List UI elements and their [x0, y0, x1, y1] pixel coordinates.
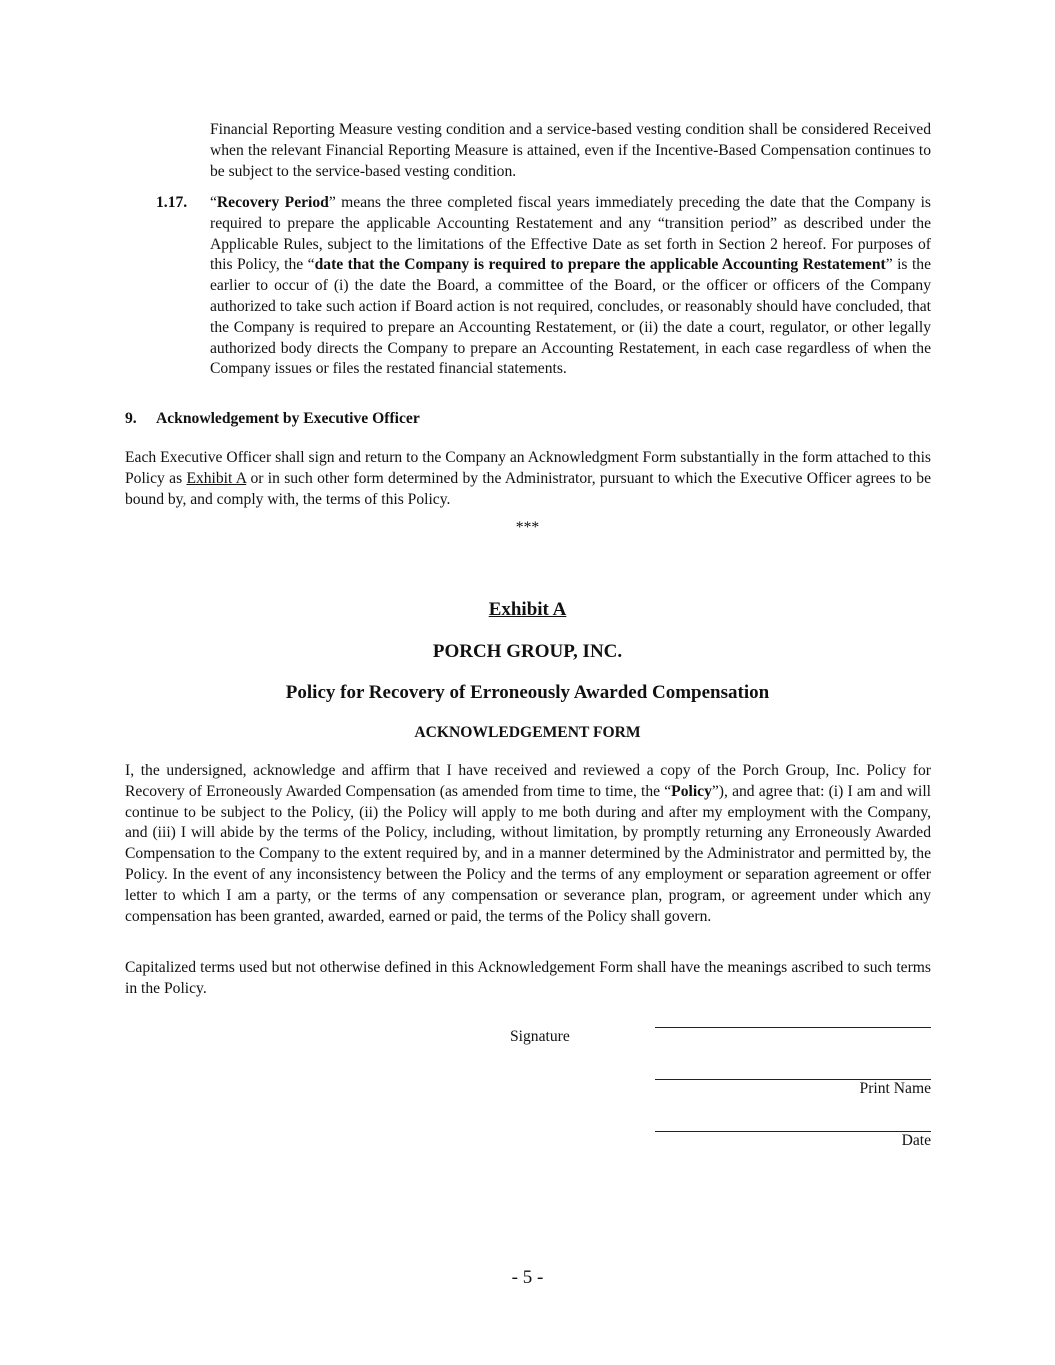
- section-9-number: 9.: [125, 410, 137, 427]
- page-number: - 5 -: [511, 1267, 544, 1288]
- definition-text-part-2: ” is the earlier to occur of (i) the date the Board, a committee of the Board, or the officer or officers of the Company authorized to take such action if Board action is not required, concludes, or reasonably should have concluded, that the Company is required to prepare an Accounting Restatement, or (ii) the date a court, regulator, or other legally authorized body directs the Company to prepare an Accounting Restatement, in each case regardless of when the Company issues or files the restated financial statements.: [210, 256, 932, 378]
- signature-line[interactable]: [655, 1027, 931, 1028]
- capitalized-terms-paragraph: Capitalized terms used but not otherwise defined in this Acknowledgement Form shall have the meanings ascribed to such terms in the Policy.: [125, 959, 931, 997]
- definition-open-quote: “: [210, 194, 217, 211]
- section-9-heading: [125, 409, 420, 430]
- acknowledgement-text-part-1: I, the undersigned, acknowledge and affirm that I have received and reviewed a copy of the Porch Group, Inc. Policy for Recovery of Erroneously Awarded Compensation (as amended from time to time, the “: [125, 762, 931, 800]
- exhibit-label: Exhibit A: [488, 599, 567, 620]
- definition-recovery-period: [210, 193, 931, 380]
- defined-term-recovery-period: Recovery Period: [216, 194, 329, 211]
- date-label: Date: [901, 1132, 931, 1149]
- continuation-paragraph: Financial Reporting Measure vesting condition and a service-based vesting condition shall be considered Received when the relevant Financial Reporting Measure is attained, even if the Incentive-Based Compensation continues to be subject to the service-based vesting condition.: [210, 121, 931, 180]
- definition-text-part-1: ” means the three completed fiscal years immediately preceding the date that the Company is required to prepare the applicable Accounting Restatement and any “transition period” as described under the Applicable Rules, subject to the limitations of the Effective Date as set forth in Section 2 hereof. For purposes of this Policy, the “: [210, 194, 932, 274]
- print-name-label: Print Name: [859, 1080, 931, 1097]
- section-9-title: Acknowledgement by Executive Officer: [156, 410, 420, 427]
- company-name: PORCH GROUP, INC.: [432, 641, 623, 662]
- section-9-text-part-2: or in such other form determined by the Administrator, pursuant to which the Executive Officer agrees to be bound by, and comply with, the terms of this Policy.: [125, 469, 931, 508]
- defined-term-policy: Policy: [671, 782, 712, 800]
- definition-number: 1.17.: [156, 194, 188, 211]
- signature-label: Signature: [510, 1028, 570, 1045]
- form-title: ACKNOWLEDGEMENT FORM: [414, 724, 641, 741]
- section-9-paragraph: [125, 448, 931, 510]
- section-separator: ***: [515, 519, 540, 536]
- exhibit-a-reference: Exhibit A: [186, 469, 247, 487]
- section-9-text-part-1: Each Executive Officer shall sign and return to the Company an Acknowledgment Form substantially in the form attached to this Policy as: [125, 449, 931, 487]
- acknowledgement-text-part-2: ”), and agree that: (i) I am and will continue to be subject to the Policy, (ii) the Policy will apply to me both during and after my employment with the Company, and (iii) I will abide by the terms of the Policy, including, without limitation, by promptly returning any Erroneously Awarded Compensation to the Company to the extent required by, and in a manner determined by the Administrator and permitted by, the Policy. In the event of any inconsistency between the Policy and the terms of any employment or separation agreement or offer letter to which I am a party, or the terms of any compensation or severance plan, program, or agreement under which any compensation has been granted, awarded, earned or paid, the terms of the Policy shall govern.: [125, 782, 931, 925]
- defined-term-restatement-date: date that the Company is required to prepare the applicable Accounting Restatement: [314, 256, 886, 274]
- policy-title: Policy for Recovery of Erroneously Awarded Compensation: [285, 682, 770, 703]
- acknowledgement-paragraph: [125, 761, 931, 927]
